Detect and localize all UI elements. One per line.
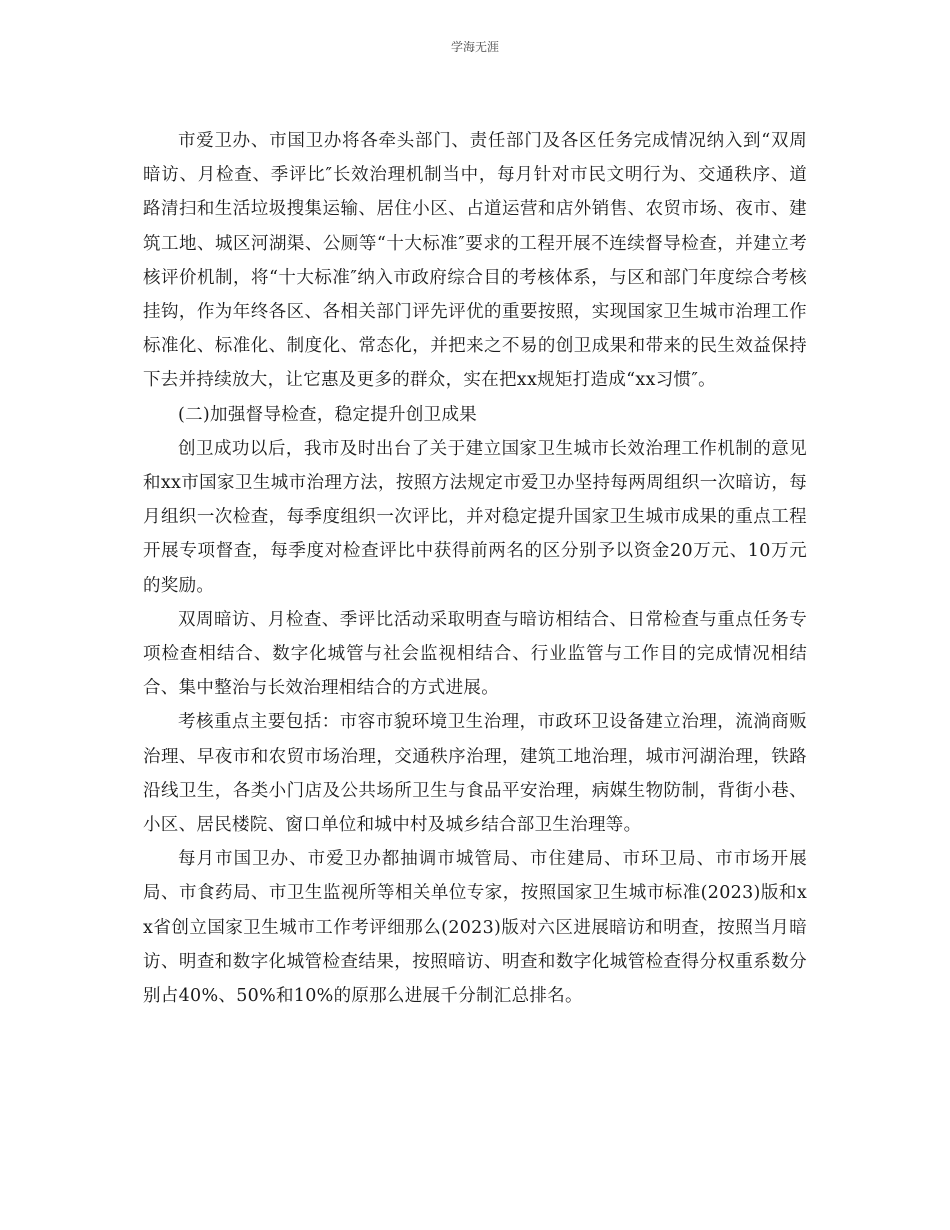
paragraph-long-term-mechanism: 市爱卫办、市国卫办将各牵头部门、责任部门及各区任务完成情况纳入到“双周暗访、月检查、季评比″长效治理机制当中，每月针对市民文明行为、交通秩序、道路清扫和生活垃圾搜集运输、居住小区、占道运营和店外销售、农贸市场、夜市、建筑工地、城区河湖渠、公厕等“十大标准″要求的工程开展不连续督导检查，并建立考核评价机制，将“十大标准″纳入市政府综合目的考核体系，与区和部门年度综合考核挂钩，作为年终各区、各相关部门评先评优的重要按照，实现国家卫生城市治理工作标准化、标准化、制度化、常态化，并把来之不易的创卫成果和带来的民生效益保持下去并持续放大，让它惠及更多的群众，实在把xx规矩打造成“xx习惯″。 bbox=[143, 131, 807, 391]
document-body bbox=[143, 124, 807, 1013]
section-heading: (二)加强督导检查，稳定提升创卫成果 bbox=[178, 404, 478, 425]
paragraph-assessment-focus: 考核重点主要包括：市容市貌环境卫生治理，市政环卫设备建立治理，流淌商贩治理、早夜市和农贸市场治理，交通秩序治理，建筑工地治理，城市河湖治理，铁路沿线卫生，各类小门店及公共场所卫生与食品平安治理，病媒生物防制，背街小巷、小区、居民楼院、窗口单位和城中村及城乡结合部卫生治理等。 bbox=[143, 712, 807, 836]
paragraph-monthly-ranking: 每月市国卫办、市爱卫办都抽调市城管局、市住建局、市环卫局、市市场开展局、市食药局、市卫生监视所等相关单位专家，按照国家卫生城市标准(2023)版和xx省创立国家卫生城市工作考评细那么(2023)版对六区进展暗访和明查，按照当月暗访、明查和数字化城管检查结果，按照暗访、明查和数字化城管检查得分权重系数分别占40%、50%和10%的原那么进展千分制汇总排名。 bbox=[143, 849, 807, 1007]
paragraph-inspection-methods: 双周暗访、月检查、季评比活动采取明查与暗访相结合、日常检查与重点任务专项检查相结合、数字化城管与社会监视相结合、行业监管与工作目的完成情况相结合、集中整治与长效治理相结合的方式进展。 bbox=[143, 609, 807, 699]
page-header: 学海无涯 bbox=[450, 40, 499, 54]
paragraph-after-success: 创卫成功以后，我市及时出台了关于建立国家卫生城市长效治理工作机制的意见和xx市国家卫生城市治理方法，按照方法规定市爱卫办坚持每两周组织一次暗访，每月组织一次检查，每季度组织一次评比，并对稳定提升国家卫生城市成果的重点工程开展专项督查，每季度对检查评比中获得前两名的区分别予以资金20万元、10万元的奖励。 bbox=[143, 438, 807, 596]
